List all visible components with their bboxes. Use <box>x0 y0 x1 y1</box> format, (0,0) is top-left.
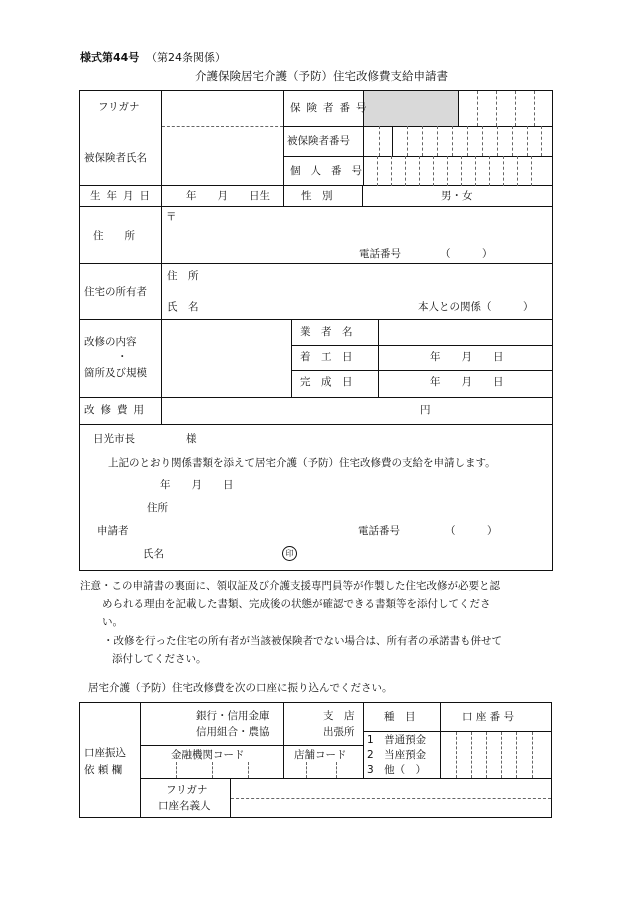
cost-yen: 円 <box>420 404 431 416</box>
form-title: 介護保険居宅介護（予防）住宅改修費支給申請書 <box>195 69 448 83</box>
account-type-3: 3 他（ ） <box>367 764 427 776</box>
address-label: 住 所 <box>93 230 135 242</box>
phone-label: 電話番号 <box>359 248 401 260</box>
owner-label: 住宅の所有者 <box>84 286 147 298</box>
account-type-2: 2 当座預金 <box>367 749 427 761</box>
renovation-scope-label: 箇所及び規模 <box>84 367 147 379</box>
applicant-address-label: 住所 <box>147 502 168 514</box>
form-number: 様式第44号 <box>80 51 140 64</box>
branch-label-1: 支 店 <box>323 710 355 722</box>
note-line-5: 添付してください。 <box>112 653 207 665</box>
birthdate-label: 生年月日 <box>90 190 156 202</box>
furigana-label: フリガナ <box>98 101 140 113</box>
phone-paren: （ ） <box>440 248 493 260</box>
form-reference: （第24条関係） <box>146 51 226 64</box>
bank-intro: 居宅介護（予防）住宅改修費を次の口座に振り込んでください。 <box>88 682 393 694</box>
fi-code-label: 金融機関コード <box>171 749 245 761</box>
branch-code-label: 店舗コード <box>294 749 347 761</box>
seal-mark: 印 <box>282 546 297 561</box>
completion-date-label: 完 成 日 <box>300 376 353 388</box>
addressee-honorific: 様 <box>186 433 197 445</box>
owner-address-label: 住 所 <box>167 270 199 282</box>
branch-label-2: 出張所 <box>323 726 355 738</box>
declaration-statement: 上記のとおり関係書類を添えて居宅介護（予防）住宅改修費の支給を申請します。 <box>108 457 496 469</box>
owner-relation: 本人との関係（ ） <box>418 301 534 313</box>
contractor-label: 業 者 名 <box>300 326 353 338</box>
applicant-phone-paren: （ ） <box>445 525 498 537</box>
renovation-content-label: 改修の内容 <box>84 336 137 348</box>
sex-label: 性 別 <box>301 190 333 202</box>
start-date-label: 着 工 日 <box>300 351 353 363</box>
birthdate-value: 年 月 日生 <box>186 190 270 202</box>
bank-types-line-1: 銀行・信用金庫 <box>196 710 270 722</box>
account-type-1: 1 普通預金 <box>367 734 427 746</box>
start-date-value: 年 月 日 <box>430 351 504 363</box>
insured-number-label: 被保険者番号 <box>287 135 350 147</box>
declaration-date: 年 月 日 <box>160 479 234 491</box>
sex-value: 男・女 <box>441 190 473 202</box>
bank-section-label-2: 依 頼 欄 <box>84 764 123 776</box>
renovation-content-dot: ・ <box>117 351 128 363</box>
account-number-label: 口 座 番 号 <box>462 711 515 723</box>
account-type-label: 種 目 <box>384 711 416 723</box>
owner-name-label: 氏 名 <box>167 301 199 313</box>
bank-section-label-1: 口座振込 <box>84 747 126 759</box>
insurer-number-label: 保険者番号 <box>290 102 373 114</box>
bank-types-line-2: 信用組合・農協 <box>196 726 270 738</box>
postal-mark: 〒 <box>166 211 177 223</box>
personal-number-label: 個人番号 <box>290 165 372 177</box>
holder-furigana-label: フリガナ <box>166 784 208 796</box>
applicant-label: 申請者 <box>97 525 129 537</box>
applicant-name-label: 氏名 <box>143 548 164 560</box>
completion-date-value: 年 月 日 <box>430 376 504 388</box>
note-line-3: い。 <box>102 616 123 628</box>
note-line-4: ・改修を行った住宅の所有者が当該被保険者でない場合は、所有者の承諾書も併せて <box>103 635 502 647</box>
insured-name-label: 被保険者氏名 <box>84 152 147 164</box>
note-line-2: められる理由を記載した書類、完成後の状態が確認できる書類等を添付してくださ <box>102 598 491 610</box>
addressee: 日光市長 <box>93 433 135 445</box>
note-line-1: 注意・この申請書の裏面に、領収証及び介護支援専門員等が作製した住宅改修が必要と認 <box>80 580 500 592</box>
account-holder-label: 口座名義人 <box>158 800 211 812</box>
applicant-phone-label: 電話番号 <box>358 525 400 537</box>
cost-label: 改修費用 <box>84 404 150 416</box>
insurer-number-shade <box>363 91 458 126</box>
